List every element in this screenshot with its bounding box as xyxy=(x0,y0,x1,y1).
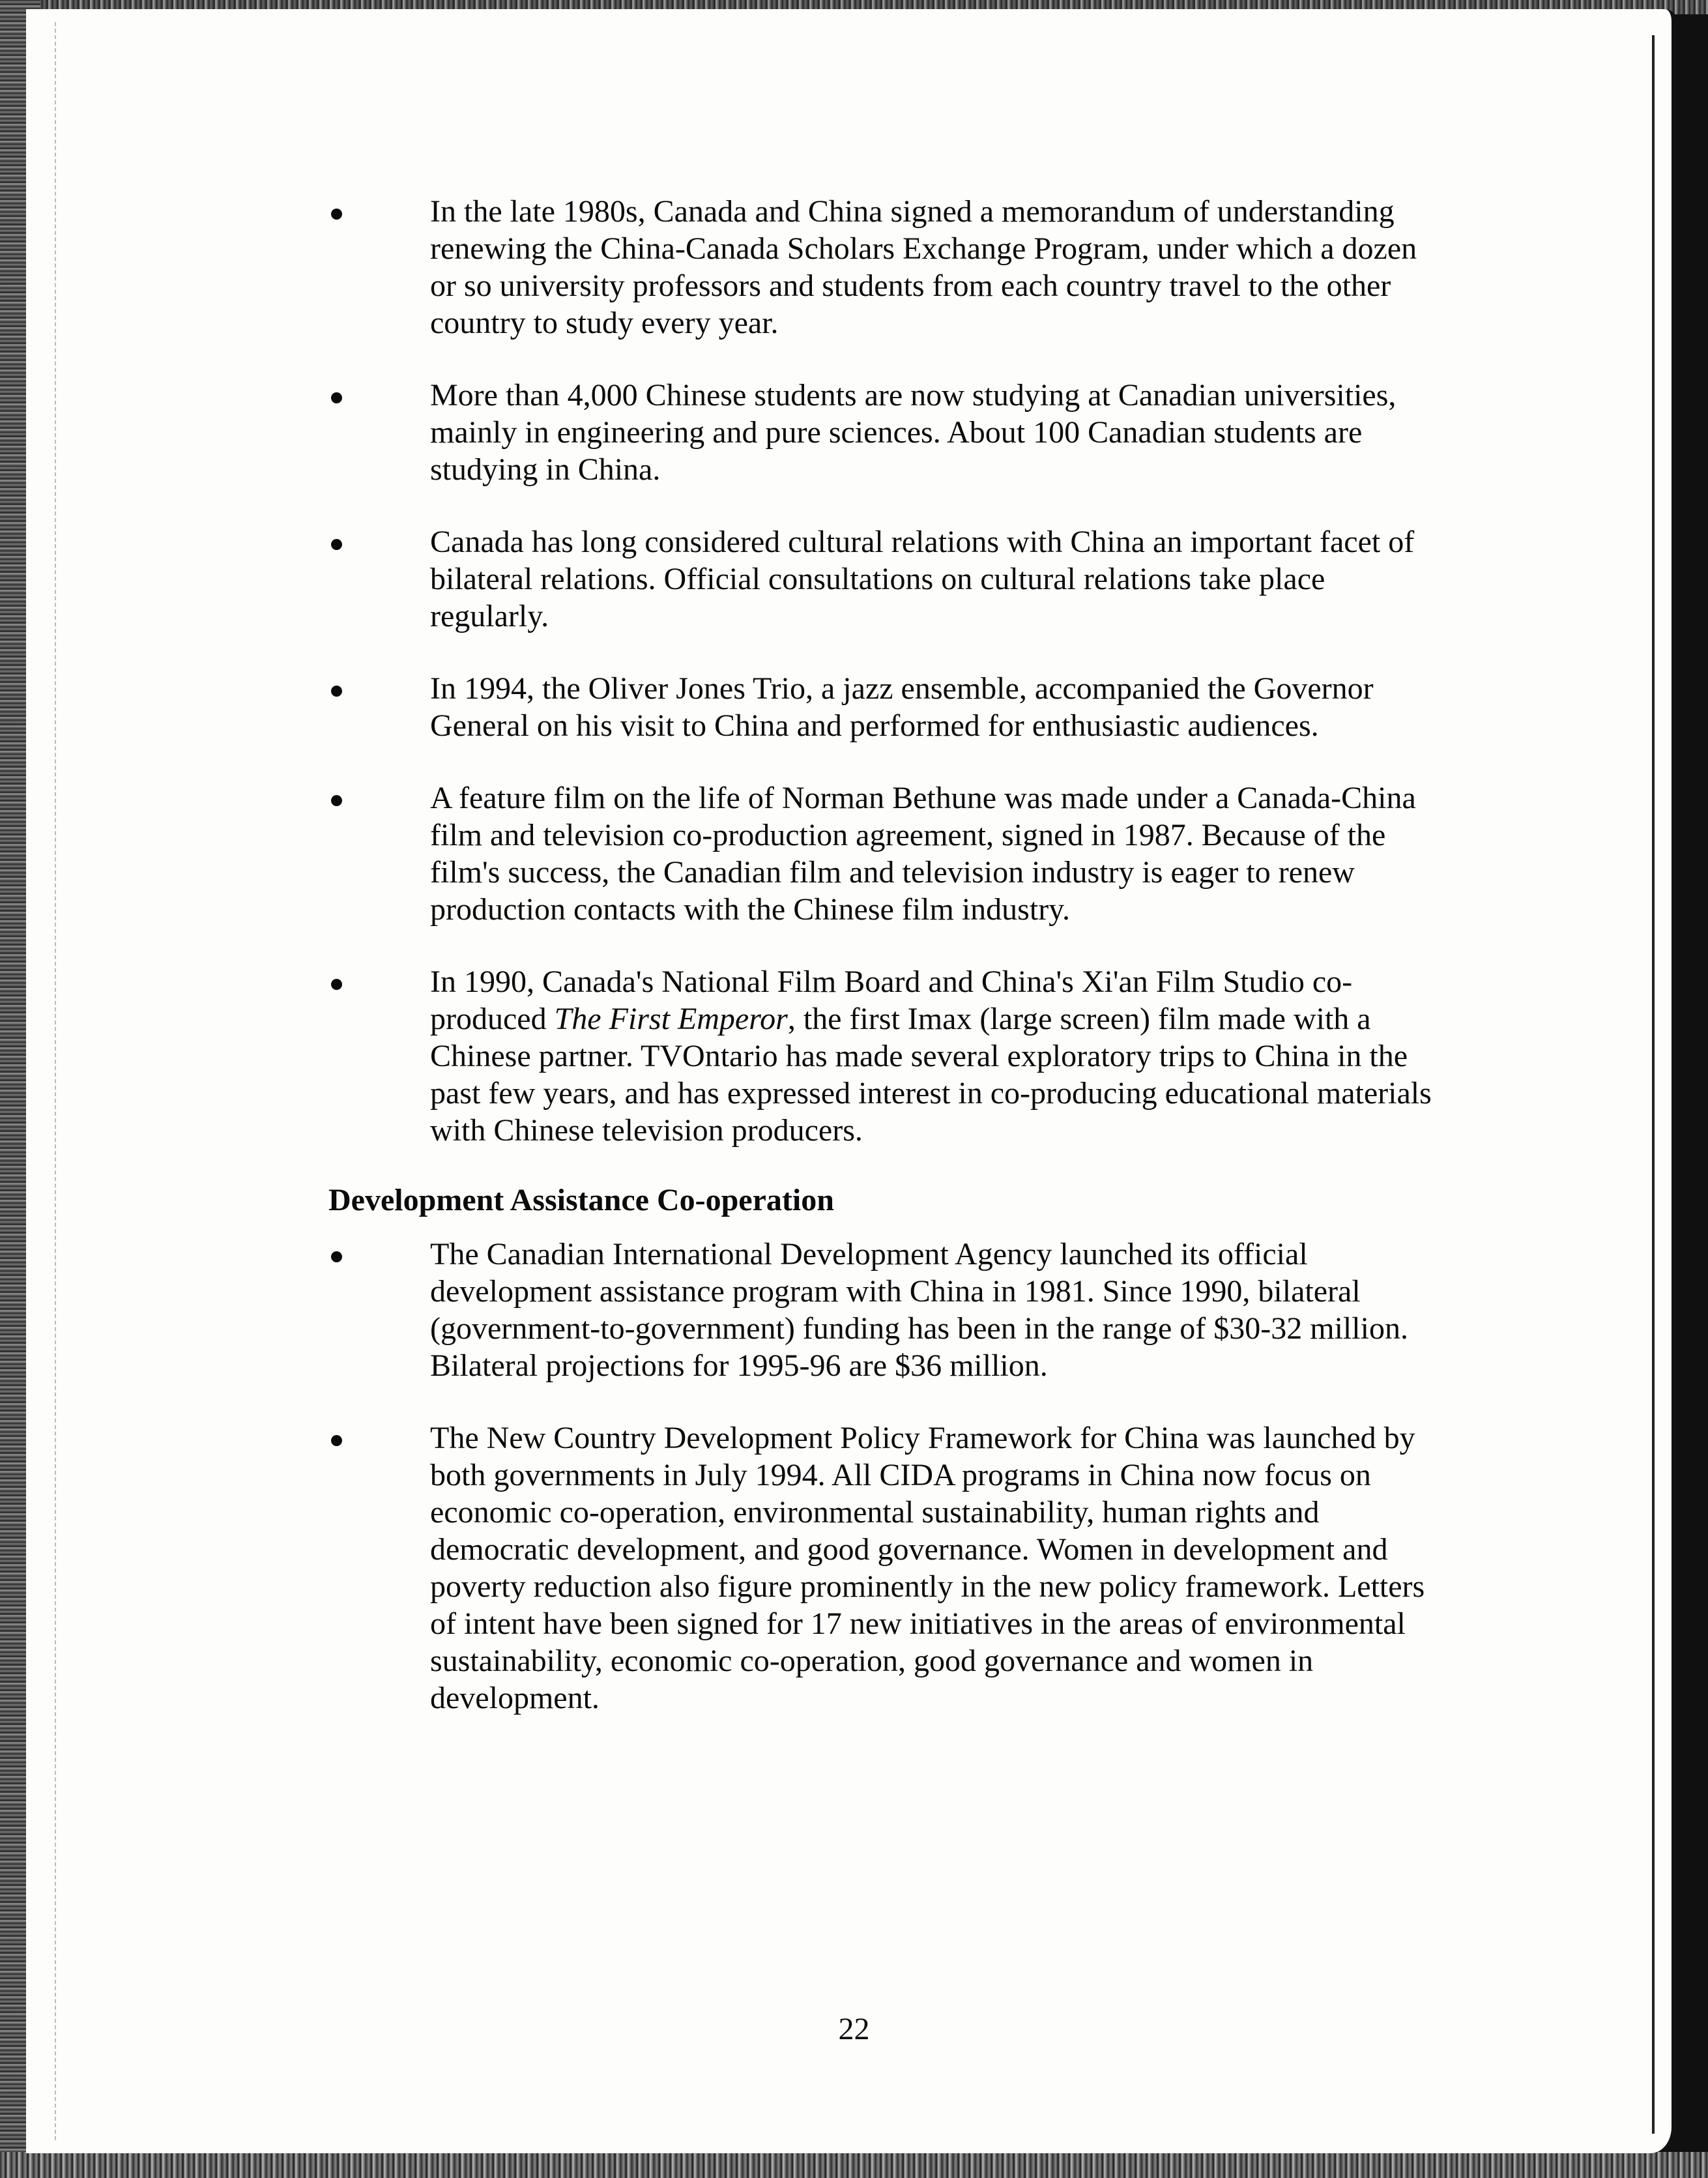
list-item xyxy=(302,670,1436,744)
list-item xyxy=(302,1419,1436,1717)
bullet-text: The Canadian International Development Agency launched its official development assistance program with China in 1981. Since 1990, bilateral (government-to-government) funding has been in the range of $30-32 million. Bilateral projections for 1995-96 are $36 million. xyxy=(430,1237,1408,1383)
bullet-icon xyxy=(331,1435,342,1446)
page-content xyxy=(302,193,1436,1752)
list-item xyxy=(302,1236,1436,1384)
page-edge-line xyxy=(1652,35,1655,2134)
page-number: 22 xyxy=(838,2012,870,2046)
list-item xyxy=(302,963,1436,1149)
film-title: The First Emperor xyxy=(554,1002,788,1036)
bullet-text: A feature film on the life of Norman Bethune was made under a Canada-China film and television co-production agreement, signed in 1987. Because of the film's success, the Canadian film and television industry is eager to renew production contacts with the Chinese film industry. xyxy=(430,781,1416,927)
section-heading: Development Assistance Co-operation xyxy=(328,1183,834,1217)
list-item xyxy=(302,193,1436,341)
bullet-icon xyxy=(331,795,342,806)
bullet-text: Canada has long considered cultural relations with China an important facet of bilateral relations. Official consultations on cultural relations take place regularly. xyxy=(430,525,1415,633)
bullet-text: In 1994, the Oliver Jones Trio, a jazz ensemble, accompanied the Governor General on his visit to China and performed for enthusiastic audiences. xyxy=(430,671,1374,743)
bullet-text: The New Country Development Policy Framework for China was launched by both governments in July 1994. All CIDA programs in China now focus on economic co-operation, environmental sustainability, human rights and democratic development, and good governance. Women in development and poverty reduction also figure prominently in the new policy framework. Letters of intent have been signed for 17 new initiatives in the areas of environmental sustainability, economic co-operation, good governance and women in development. xyxy=(430,1421,1425,1715)
bullet-text-part: , the first Imax (large screen) film made with a Chinese partner. TVOntario has made several exploratory trips to China in the past few years, and has expressed interest in co-producing educational materials with Chinese television producers. xyxy=(430,1002,1432,1148)
list-item xyxy=(302,377,1436,488)
bullet-text: More than 4,000 Chinese students are now studying at Canadian universities, mainly in engineering and pure sciences. About 100 Canadian students are studying in China. xyxy=(430,378,1397,487)
bullet-icon xyxy=(331,979,342,990)
bullet-text-part: In 1990, Canada's National Film Board and China's Xi'an Film Studio co-produced xyxy=(430,965,1353,1036)
bullet-text: In the late 1980s, Canada and China signed a memorandum of understanding renewing the China-Canada Scholars Exchange Program, under which a dozen or so university professors and students from each country travel to the other country to study every year. xyxy=(430,194,1417,340)
bullet-icon xyxy=(331,539,342,550)
list-item xyxy=(302,523,1436,635)
bullet-icon xyxy=(331,209,342,220)
binding-margin xyxy=(55,22,60,2140)
bullet-text xyxy=(430,963,1434,1149)
scan-edge-bottom xyxy=(0,2152,1708,2178)
bullet-icon xyxy=(331,392,342,403)
bullet-icon xyxy=(331,1251,342,1262)
list-item xyxy=(302,779,1436,928)
bullet-icon xyxy=(331,686,342,697)
